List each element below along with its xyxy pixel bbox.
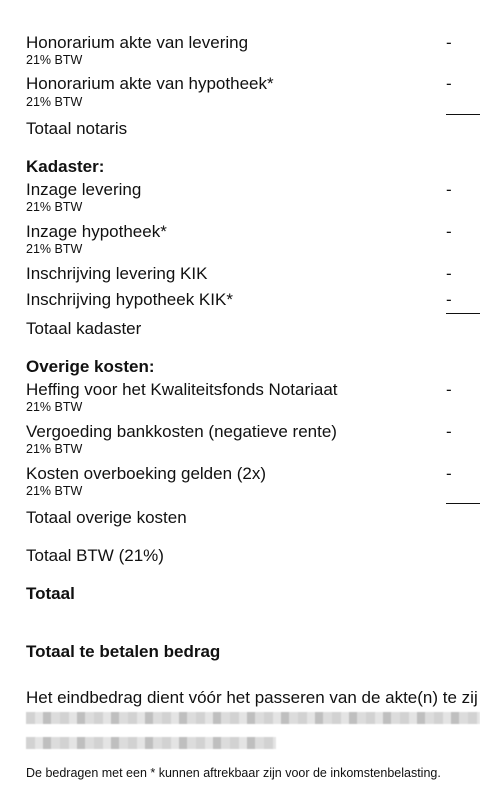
notaris-row-1-vat: 21% BTW: [26, 53, 83, 67]
overige-row-2-label: Vergoeding bankkosten (negatieve rente): [26, 422, 337, 441]
overige-row-2-vat: 21% BTW: [26, 442, 83, 456]
kadaster-row-3-label: Inschrijving levering KIK: [26, 264, 208, 283]
overige-row-3-vat: 21% BTW: [26, 484, 83, 498]
overige-row-1-vat: 21% BTW: [26, 400, 83, 414]
overige-row-2-amount: -: [446, 422, 452, 441]
payment-note: Het eindbedrag dient vóór het passeren van de akte(n) te zij: [26, 688, 478, 707]
total-btw-label: Totaal BTW (21%): [26, 546, 164, 565]
kadaster-row-2-label: Inzage hypotheek*: [26, 222, 167, 241]
kadaster-row-4-amount: -: [446, 290, 452, 309]
overige-heading: Overige kosten:: [26, 357, 155, 376]
kadaster-row-1-label: Inzage levering: [26, 180, 142, 199]
redacted-text-line-1: [26, 712, 480, 724]
overige-row-3-amount: -: [446, 464, 452, 483]
kadaster-subtotal-rule: [446, 313, 480, 314]
kadaster-row-3-amount: -: [446, 264, 452, 283]
kadaster-row-2-vat: 21% BTW: [26, 242, 83, 256]
amount-to-pay-label: Totaal te betalen bedrag: [26, 642, 221, 661]
kadaster-row-1-vat: 21% BTW: [26, 200, 83, 214]
overige-row-1-label: Heffing voor het Kwaliteitsfonds Notariaat: [26, 380, 338, 399]
notaris-row-2-label: Honorarium akte van hypotheek*: [26, 74, 274, 93]
kadaster-row-1-amount: -: [446, 180, 452, 199]
overige-subtotal-rule: [446, 503, 480, 504]
notaris-total-label: Totaal notaris: [26, 119, 128, 138]
deductible-footnote: De bedragen met een * kunnen aftrekbaar zijn voor de inkomstenbelasting.: [26, 766, 441, 780]
overige-total-label: Totaal overige kosten: [26, 508, 187, 527]
grand-total-label: Totaal: [26, 584, 75, 603]
overige-row-3-label: Kosten overboeking gelden (2x): [26, 464, 267, 483]
redacted-text-line-2: [26, 737, 276, 749]
overige-row-1-amount: -: [446, 380, 452, 399]
notaris-row-1-label: Honorarium akte van levering: [26, 33, 249, 52]
kadaster-row-4-label: Inschrijving hypotheek KIK*: [26, 290, 233, 309]
kadaster-heading: Kadaster:: [26, 157, 105, 176]
notaris-subtotal-rule: [446, 114, 480, 115]
notaris-row-1-amount: -: [446, 33, 452, 52]
kadaster-total-label: Totaal kadaster: [26, 319, 142, 338]
notaris-row-2-amount: -: [446, 74, 452, 93]
notaris-row-2-vat: 21% BTW: [26, 95, 83, 109]
kadaster-row-2-amount: -: [446, 222, 452, 241]
